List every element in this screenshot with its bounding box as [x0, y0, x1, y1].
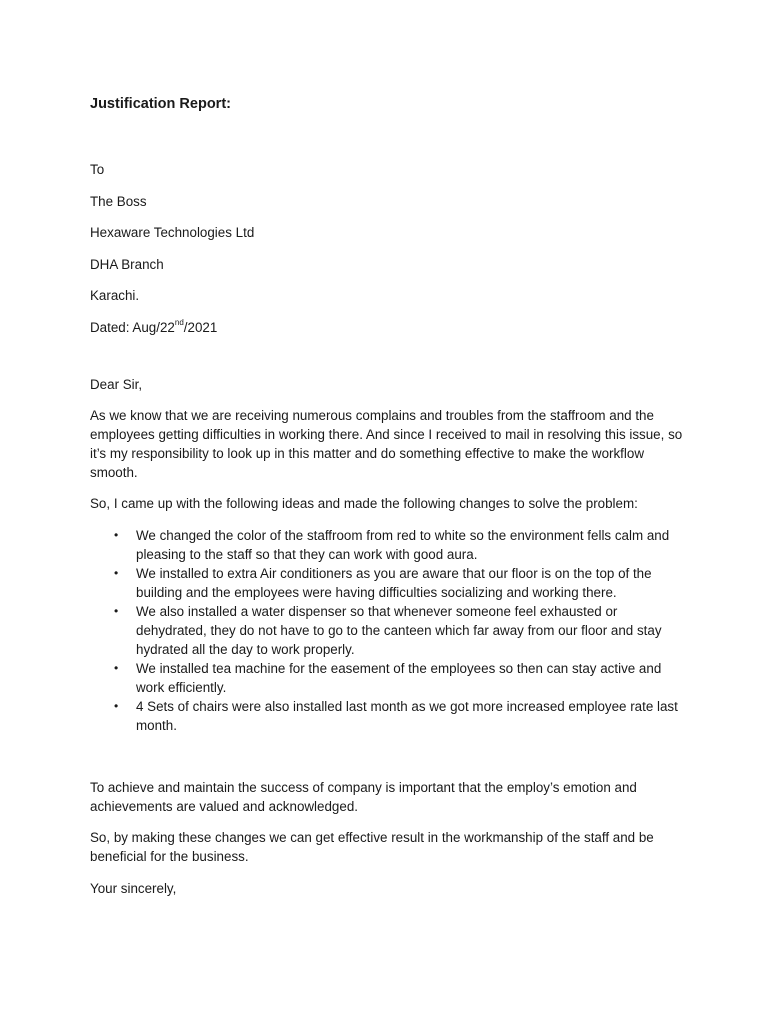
list-item: [90, 659, 690, 697]
list-item-text: We installed tea machine for the easement of the employees so then can stay active and work efficiently.: [136, 660, 662, 695]
report-title: Justification Report:: [90, 96, 231, 112]
bullet-icon: •: [114, 660, 119, 675]
conclusion-paragraph-1: To achieve and maintain the success of company is important that the employ’s emotion and achievements are valued and acknowledged.: [90, 779, 637, 814]
changes-list: [90, 526, 690, 735]
report-date: [90, 318, 690, 337]
list-item: [90, 697, 690, 735]
closing-line: Your sincerely,: [90, 880, 177, 896]
intro-paragraph: As we know that we are receiving numerous complains and troubles from the staffroom and the employees getting difficulties in working there. And since I received to mail in resolving this issue, so it’s my responsibility to look up in this matter and do something effective to make the workflow smooth.: [90, 407, 683, 480]
lead-in-paragraph: So, I came up with the following ideas and made the following changes to solve the problem:: [90, 496, 638, 511]
list-item-text: We installed to extra Air conditioners as you are aware that our floor is on the top of the building and the employees were having difficulties socializing and working there.: [136, 565, 652, 600]
document-body: [90, 95, 690, 910]
list-item: [90, 564, 690, 602]
date-year: /2021: [183, 319, 218, 335]
list-item-text: 4 Sets of chairs were also installed last month as we got more increased employee rate last month.: [136, 698, 678, 733]
recipient-company: Hexaware Technologies Ltd: [90, 225, 255, 240]
bullet-icon: •: [114, 565, 119, 580]
date-prefix: Dated: Aug/22: [90, 319, 175, 335]
list-item-text: We changed the color of the staffroom from red to white so the environment fells calm and pleasing to the staff so that they can work with good aura.: [136, 527, 670, 562]
bullet-icon: •: [114, 603, 119, 618]
conclusion-paragraph-2: So, by making these changes we can get effective result in the workmanship of the staff and be beneficial for the business.: [90, 830, 654, 864]
recipient-name: The Boss: [90, 193, 147, 209]
recipient-branch: DHA Branch: [90, 256, 164, 272]
bullet-icon: •: [114, 698, 119, 713]
list-item: [90, 526, 690, 564]
list-item: [90, 602, 690, 659]
bullet-icon: •: [114, 527, 119, 542]
recipient-city: Karachi.: [90, 288, 140, 303]
recipient-to: To: [90, 162, 105, 177]
date-ordinal-suffix: nd: [174, 318, 184, 328]
salutation: Dear Sir,: [90, 376, 143, 392]
list-item-text: We also installed a water dispenser so that whenever someone feel exhausted or dehydrated, they do not have to go to the canteen which far away from our floor and stay hydrated all the day to work properly.: [136, 603, 662, 657]
